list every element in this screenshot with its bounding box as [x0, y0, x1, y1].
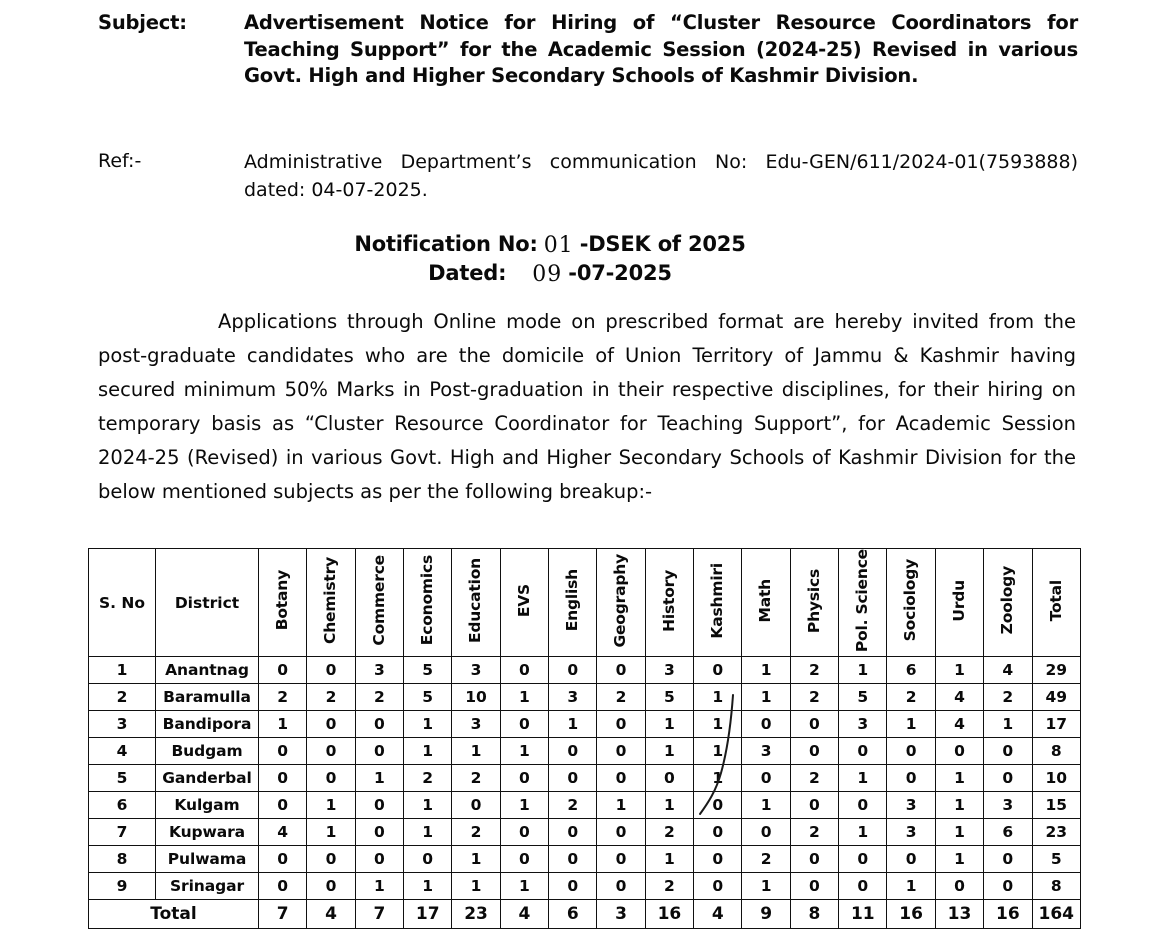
column-header-geography: [597, 549, 645, 657]
total-commerce: 7: [355, 900, 403, 929]
total-evs: 4: [500, 900, 548, 929]
cell-history: 1: [645, 846, 693, 873]
header-label: Kashmiri: [708, 562, 727, 639]
cell-zoology: 0: [984, 738, 1032, 765]
cell-education: 1: [452, 846, 500, 873]
cell-botany: 0: [259, 657, 307, 684]
header-label: Math: [756, 578, 775, 623]
cell-evs: 0: [500, 765, 548, 792]
cell-sociology: 0: [887, 765, 935, 792]
cell-math: 3: [742, 738, 790, 765]
cell-botany: 4: [259, 819, 307, 846]
cell-zoology: 0: [984, 846, 1032, 873]
cell-kashmiri: 0: [694, 873, 742, 900]
cell-commerce: 0: [355, 711, 403, 738]
total-botany: 7: [259, 900, 307, 929]
cell-chemistry: 1: [307, 792, 355, 819]
cell-urdu: 1: [935, 846, 983, 873]
column-header-sno: S. No: [89, 549, 156, 657]
table-row: [89, 873, 1081, 900]
total-geography: 3: [597, 900, 645, 929]
cell-urdu: 0: [935, 873, 983, 900]
cell-commerce: 0: [355, 738, 403, 765]
cell-commerce: 1: [355, 873, 403, 900]
dated-suffix: -07-2025: [568, 261, 672, 285]
cell-math: 0: [742, 765, 790, 792]
header-label: History: [659, 569, 678, 632]
cell-history: 5: [645, 684, 693, 711]
cell-physics: 0: [790, 846, 838, 873]
district-subject-table: [88, 548, 1081, 929]
cell-evs: 0: [500, 657, 548, 684]
cell-commerce: 0: [355, 846, 403, 873]
cell-district: Ganderbal: [156, 765, 259, 792]
cell-economics: 2: [404, 765, 452, 792]
cell-zoology: 4: [984, 657, 1032, 684]
cell-math: 2: [742, 846, 790, 873]
table-row: [89, 657, 1081, 684]
cell-sociology: 0: [887, 738, 935, 765]
column-header-urdu: [935, 549, 983, 657]
cell-kashmiri: 0: [694, 819, 742, 846]
cell-geography: 0: [597, 765, 645, 792]
cell-geography: 2: [597, 684, 645, 711]
header-label: Physics: [804, 568, 823, 633]
cell-chemistry: 0: [307, 873, 355, 900]
cell-economics: 1: [404, 792, 452, 819]
cell-row-total: 10: [1032, 765, 1081, 792]
cell-kashmiri: 1: [694, 684, 742, 711]
cell-urdu: 1: [935, 765, 983, 792]
cell-district: Baramulla: [156, 684, 259, 711]
subject-label: Subject:: [98, 11, 187, 34]
header-label: Urdu: [949, 579, 968, 622]
cell-row-total: 17: [1032, 711, 1081, 738]
column-header-chemistry: [307, 549, 355, 657]
cell-economics: 1: [404, 711, 452, 738]
cell-math: 0: [742, 819, 790, 846]
grand-total: 164: [1032, 900, 1081, 929]
cell-english: 0: [549, 657, 597, 684]
cell-evs: 0: [500, 819, 548, 846]
cell-pol-science: 0: [839, 873, 887, 900]
cell-zoology: 0: [984, 765, 1032, 792]
cell-education: 0: [452, 792, 500, 819]
total-english: 6: [549, 900, 597, 929]
column-header-total: [1032, 549, 1081, 657]
header-label: Commerce: [369, 555, 388, 646]
cell-physics: 0: [790, 873, 838, 900]
table-row: [89, 792, 1081, 819]
cell-geography: 0: [597, 873, 645, 900]
notification-block: [0, 230, 1100, 288]
header-label: Education: [466, 558, 485, 644]
cell-education: 2: [452, 819, 500, 846]
cell-commerce: 3: [355, 657, 403, 684]
reference-text: Administrative Department’s communication No: Edu-GEN/611/2024-01(7593888) dated: 04-07-2025.: [244, 151, 1078, 201]
table-header: [89, 549, 1081, 657]
notification-no-handwritten: 01: [543, 233, 574, 258]
cell-urdu: 4: [935, 684, 983, 711]
cell-kashmiri: 0: [694, 657, 742, 684]
cell-zoology: 6: [984, 819, 1032, 846]
cell-economics: 1: [404, 738, 452, 765]
cell-history: 1: [645, 711, 693, 738]
column-header-zoology: [984, 549, 1032, 657]
total-pol-science: 11: [839, 900, 887, 929]
cell-kashmiri: 0: [694, 846, 742, 873]
cell-sno: 8: [89, 846, 156, 873]
cell-evs: 1: [500, 792, 548, 819]
cell-economics: 0: [404, 846, 452, 873]
column-header-district: District: [156, 549, 259, 657]
cell-botany: 2: [259, 684, 307, 711]
notification-no-prefix: Notification No:: [354, 232, 538, 256]
cell-urdu: 1: [935, 657, 983, 684]
cell-district: Budgam: [156, 738, 259, 765]
cell-english: 2: [549, 792, 597, 819]
column-header-education: [452, 549, 500, 657]
notification-dated-line: [0, 259, 1100, 288]
notification-number-line: [0, 230, 1100, 259]
cell-sociology: 1: [887, 873, 935, 900]
subject-block: [98, 10, 1078, 90]
cell-geography: 0: [597, 738, 645, 765]
cell-chemistry: 0: [307, 711, 355, 738]
cell-english: 1: [549, 711, 597, 738]
cell-urdu: 0: [935, 738, 983, 765]
cell-pol-science: 1: [839, 819, 887, 846]
cell-zoology: 1: [984, 711, 1032, 738]
cell-education: 1: [452, 738, 500, 765]
table-body: [89, 657, 1081, 929]
cell-pol-science: 5: [839, 684, 887, 711]
cell-district: Srinagar: [156, 873, 259, 900]
header-label: English: [562, 569, 581, 632]
cell-evs: 1: [500, 684, 548, 711]
cell-education: 10: [452, 684, 500, 711]
cell-kashmiri: 1: [694, 738, 742, 765]
cell-commerce: 0: [355, 819, 403, 846]
total-economics: 17: [404, 900, 452, 929]
header-label: Geography: [611, 553, 630, 648]
cell-row-total: 15: [1032, 792, 1081, 819]
column-header-evs: [500, 549, 548, 657]
cell-district: Kupwara: [156, 819, 259, 846]
header-label: Total: [1046, 579, 1065, 622]
cell-history: 1: [645, 792, 693, 819]
cell-chemistry: 0: [307, 846, 355, 873]
cell-commerce: 1: [355, 765, 403, 792]
cell-row-total: 8: [1032, 873, 1081, 900]
column-header-botany: [259, 549, 307, 657]
cell-chemistry: 0: [307, 657, 355, 684]
cell-evs: 1: [500, 873, 548, 900]
cell-botany: 0: [259, 873, 307, 900]
cell-urdu: 1: [935, 819, 983, 846]
cell-kashmiri: 0: [694, 792, 742, 819]
cell-economics: 5: [404, 657, 452, 684]
cell-sociology: 0: [887, 846, 935, 873]
table-total-row: [89, 900, 1081, 929]
body-paragraph: Applications through Online mode on prescribed format are hereby invited from the post-graduate candidates who are the domicile of Union Territory of Jammu & Kashmir having secured minimum 50% Marks in Post-graduation in their respective disciplines, for their hiring on temporary basis as “Cluster Resource Coordinator for Teaching Support”, for Academic Session 2024-25 (Revised) in various Govt. High and Higher Secondary Schools of Kashmir Division for the below mentioned subjects as per the following breakup:-: [98, 310, 1076, 503]
cell-evs: 0: [500, 846, 548, 873]
cell-physics: 2: [790, 819, 838, 846]
cell-education: 3: [452, 657, 500, 684]
cell-botany: 0: [259, 738, 307, 765]
column-header-commerce: [355, 549, 403, 657]
cell-botany: 0: [259, 792, 307, 819]
notification-no-suffix: -DSEK of 2025: [579, 232, 746, 256]
cell-math: 1: [742, 792, 790, 819]
cell-english: 0: [549, 819, 597, 846]
column-header-sociology: [887, 549, 935, 657]
header-label: Pol. Science: [853, 549, 872, 653]
table-header-row: [89, 549, 1081, 657]
table-row: [89, 711, 1081, 738]
header-label: Botany: [272, 570, 291, 631]
cell-physics: 0: [790, 792, 838, 819]
column-header-history: [645, 549, 693, 657]
cell-row-total: 23: [1032, 819, 1081, 846]
cell-pol-science: 1: [839, 657, 887, 684]
cell-urdu: 4: [935, 711, 983, 738]
cell-chemistry: 0: [307, 765, 355, 792]
total-zoology: 16: [984, 900, 1032, 929]
cell-english: 0: [549, 738, 597, 765]
cell-geography: 0: [597, 657, 645, 684]
cell-geography: 0: [597, 711, 645, 738]
cell-sno: 7: [89, 819, 156, 846]
dated-handwritten: 09: [532, 262, 563, 287]
total-math: 9: [742, 900, 790, 929]
cell-education: 3: [452, 711, 500, 738]
breakup-table-wrapper: [88, 548, 1081, 929]
cell-education: 1: [452, 873, 500, 900]
cell-math: 0: [742, 711, 790, 738]
total-education: 23: [452, 900, 500, 929]
cell-economics: 1: [404, 873, 452, 900]
cell-botany: 1: [259, 711, 307, 738]
cell-district: Anantnag: [156, 657, 259, 684]
dated-label: Dated:: [428, 261, 507, 285]
column-header-english: [549, 549, 597, 657]
cell-history: 0: [645, 765, 693, 792]
cell-botany: 0: [259, 765, 307, 792]
cell-economics: 5: [404, 684, 452, 711]
cell-sno: 2: [89, 684, 156, 711]
cell-geography: 0: [597, 819, 645, 846]
cell-zoology: 0: [984, 873, 1032, 900]
cell-sno: 1: [89, 657, 156, 684]
cell-sociology: 2: [887, 684, 935, 711]
header-label: Economics: [417, 555, 436, 646]
cell-pol-science: 1: [839, 765, 887, 792]
cell-chemistry: 2: [307, 684, 355, 711]
cell-geography: 0: [597, 846, 645, 873]
cell-sociology: 6: [887, 657, 935, 684]
cell-sno: 9: [89, 873, 156, 900]
column-header-kashmiri: [694, 549, 742, 657]
reference-block: [98, 148, 1078, 204]
cell-district: Pulwama: [156, 846, 259, 873]
table-row: [89, 765, 1081, 792]
table-row: [89, 738, 1081, 765]
total-physics: 8: [790, 900, 838, 929]
cell-zoology: 3: [984, 792, 1032, 819]
table-row: [89, 819, 1081, 846]
column-header-pol-science: [839, 549, 887, 657]
cell-kashmiri: 1: [694, 765, 742, 792]
cell-commerce: 2: [355, 684, 403, 711]
cell-english: 3: [549, 684, 597, 711]
cell-math: 1: [742, 873, 790, 900]
total-sociology: 16: [887, 900, 935, 929]
cell-evs: 0: [500, 711, 548, 738]
cell-english: 0: [549, 765, 597, 792]
subject-text: Advertisement Notice for Hiring of “Cluster Resource Coordinators for Teaching Support” for the Academic Session (2024-25) Revised in various Govt. High and Higher Secondary Schools of Kashmir Division.: [244, 11, 1078, 87]
cell-history: 1: [645, 738, 693, 765]
cell-kashmiri: 1: [694, 711, 742, 738]
cell-physics: 2: [790, 684, 838, 711]
cell-pol-science: 0: [839, 846, 887, 873]
cell-math: 1: [742, 657, 790, 684]
cell-row-total: 5: [1032, 846, 1081, 873]
cell-history: 3: [645, 657, 693, 684]
cell-math: 1: [742, 684, 790, 711]
cell-pol-science: 0: [839, 738, 887, 765]
table-row: [89, 846, 1081, 873]
total-kashmiri: 4: [694, 900, 742, 929]
header-label: Zoology: [998, 566, 1017, 635]
cell-sociology: 3: [887, 792, 935, 819]
cell-sno: 4: [89, 738, 156, 765]
cell-urdu: 1: [935, 792, 983, 819]
cell-district: Bandipora: [156, 711, 259, 738]
cell-sno: 3: [89, 711, 156, 738]
header-label: Chemistry: [321, 557, 340, 645]
cell-history: 2: [645, 819, 693, 846]
cell-physics: 2: [790, 657, 838, 684]
cell-education: 2: [452, 765, 500, 792]
total-history: 16: [645, 900, 693, 929]
cell-sociology: 1: [887, 711, 935, 738]
reference-label: Ref:-: [98, 150, 142, 172]
cell-chemistry: 1: [307, 819, 355, 846]
cell-sociology: 3: [887, 819, 935, 846]
cell-geography: 1: [597, 792, 645, 819]
cell-economics: 1: [404, 819, 452, 846]
total-chemistry: 4: [307, 900, 355, 929]
cell-chemistry: 0: [307, 738, 355, 765]
cell-physics: 2: [790, 765, 838, 792]
column-header-math: [742, 549, 790, 657]
cell-commerce: 0: [355, 792, 403, 819]
cell-physics: 0: [790, 711, 838, 738]
cell-english: 0: [549, 873, 597, 900]
column-header-physics: [790, 549, 838, 657]
cell-sno: 6: [89, 792, 156, 819]
cell-physics: 0: [790, 738, 838, 765]
cell-english: 0: [549, 846, 597, 873]
cell-row-total: 29: [1032, 657, 1081, 684]
cell-botany: 0: [259, 846, 307, 873]
table-row: [89, 684, 1081, 711]
total-row-label: Total: [89, 900, 259, 929]
header-label: EVS: [514, 583, 533, 618]
cell-pol-science: 3: [839, 711, 887, 738]
cell-pol-science: 0: [839, 792, 887, 819]
header-label: Sociology: [901, 559, 920, 642]
column-header-economics: [404, 549, 452, 657]
cell-zoology: 2: [984, 684, 1032, 711]
cell-district: Kulgam: [156, 792, 259, 819]
cell-row-total: 49: [1032, 684, 1081, 711]
cell-sno: 5: [89, 765, 156, 792]
cell-history: 2: [645, 873, 693, 900]
cell-row-total: 8: [1032, 738, 1081, 765]
total-urdu: 13: [935, 900, 983, 929]
cell-evs: 1: [500, 738, 548, 765]
